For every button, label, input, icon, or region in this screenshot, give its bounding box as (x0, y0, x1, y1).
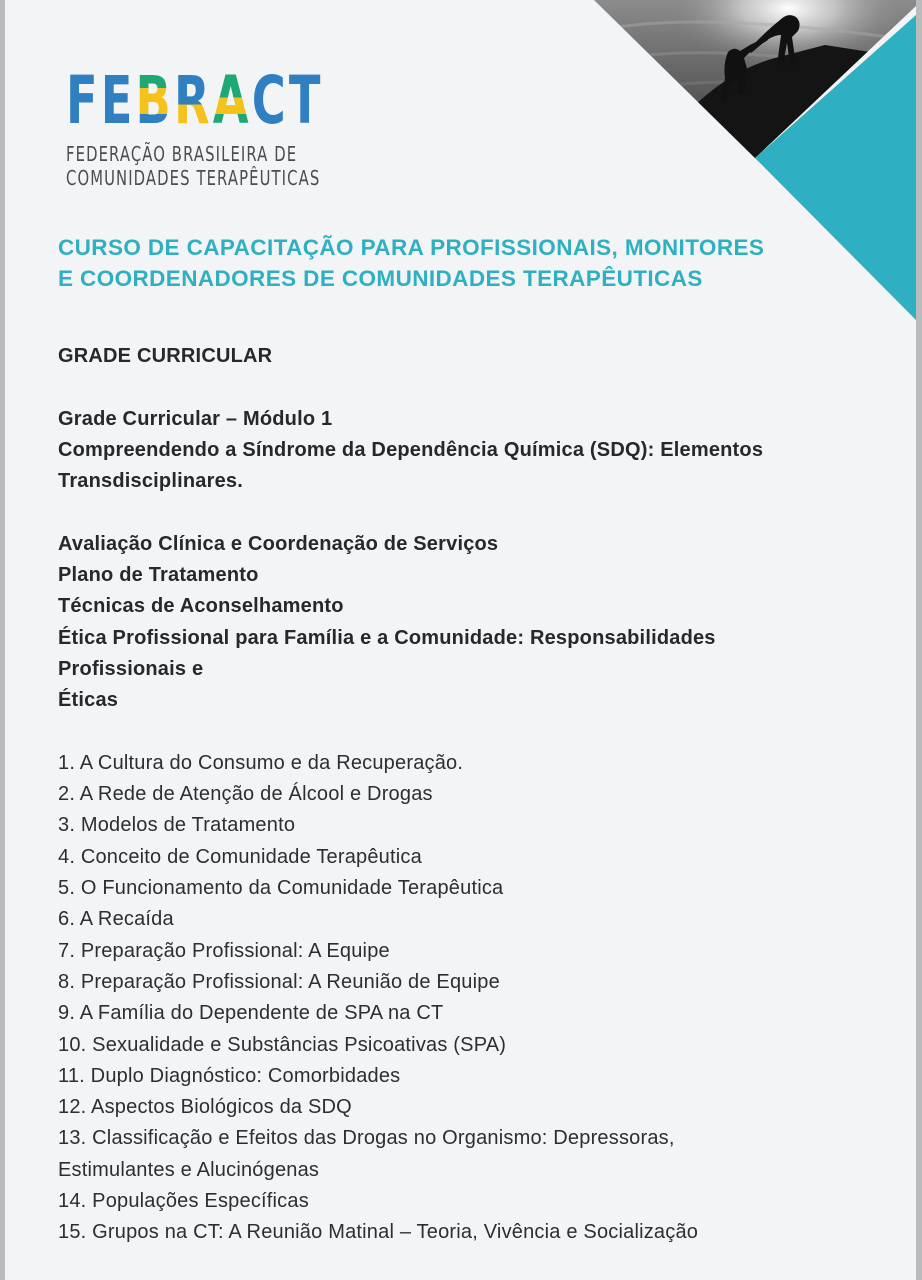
topic-item: Éticas (58, 689, 119, 712)
curriculum-content (58, 341, 878, 1249)
topic-item: Técnicas de Aconselhamento (58, 595, 344, 618)
page-edge-left (0, 0, 5, 1280)
course-title (58, 232, 848, 294)
logo-subtitle-line1: FEDERAÇÃO BRASILEIRA DE (66, 142, 298, 166)
lesson-item-continued: Estimulantes e Alucinógenas (58, 1158, 320, 1181)
lessons-list (58, 748, 878, 1249)
lesson-item: 4. Conceito de Comunidade Terapêutica (58, 845, 422, 868)
lesson-item: 8. Preparação Profissional: A Reunião de Equipe (58, 970, 500, 993)
topic-item: Avaliação Clínica e Coordenação de Serviços (58, 532, 499, 555)
lesson-item: 14. Populações Específicas (58, 1190, 309, 1213)
lesson-item: 3. Modelos de Tratamento (58, 814, 296, 837)
lesson-item: 15. Grupos na CT: A Reunião Matinal – Teoria, Vivência e Socialização (58, 1221, 699, 1244)
module-subtitle-line1: Compreendendo a Síndrome da Dependência Química (SDQ): Elementos (58, 438, 764, 461)
topic-item: Profissionais e (58, 657, 204, 680)
topic-item: Ética Profissional para Família e a Comunidade: Responsabilidades (58, 626, 716, 649)
logo-letter: E (100, 62, 136, 139)
course-title-line2: E COORDENADORES DE COMUNIDADES TERAPÊUTICAS (58, 266, 703, 291)
logo-letter: R (173, 62, 213, 139)
module-title: Grade Curricular – Módulo 1 (58, 407, 333, 430)
lesson-item: 11. Duplo Diagnóstico: Comorbidades (58, 1064, 401, 1087)
module-subtitle-line2: Transdisciplinares. (58, 470, 243, 493)
lesson-item: 6. A Recaída (58, 908, 174, 931)
lesson-item: 9. A Família do Dependente de SPA na CT (58, 1002, 444, 1025)
logo-letter: T (288, 62, 324, 139)
febract-logo (66, 62, 410, 190)
logo-letter: F (66, 62, 101, 139)
logo-letter: A (212, 62, 252, 139)
logo-wordmark (66, 62, 334, 139)
topics-list (58, 529, 878, 717)
lesson-item: 13. Classificação e Efeitos das Drogas no Organismo: Depressoras, (58, 1127, 675, 1150)
section-heading: GRADE CURRICULAR (58, 345, 273, 367)
lesson-item: 7. Preparação Profissional: A Equipe (58, 939, 390, 962)
course-title-line1: CURSO DE CAPACITAÇÃO PARA PROFISSIONAIS, MONITORES (58, 235, 765, 260)
lesson-item: 1. A Cultura do Consumo e da Recuperação. (58, 751, 464, 774)
lesson-item: 2. A Rede de Atenção de Álcool e Drogas (58, 783, 433, 806)
lesson-item: 12. Aspectos Biológicos da SDQ (58, 1096, 352, 1119)
logo-letter: C (251, 62, 289, 139)
logo-subtitle-line2: COMUNIDADES TERAPÊUTICAS (66, 166, 321, 190)
lesson-item: 10. Sexualidade e Substâncias Psicoativas (SPA) (58, 1033, 507, 1056)
topic-item: Plano de Tratamento (58, 564, 259, 587)
page-edge-right (916, 0, 922, 1280)
lesson-item: 5. O Funcionamento da Comunidade Terapêutica (58, 877, 504, 900)
logo-letter: B (135, 62, 174, 139)
